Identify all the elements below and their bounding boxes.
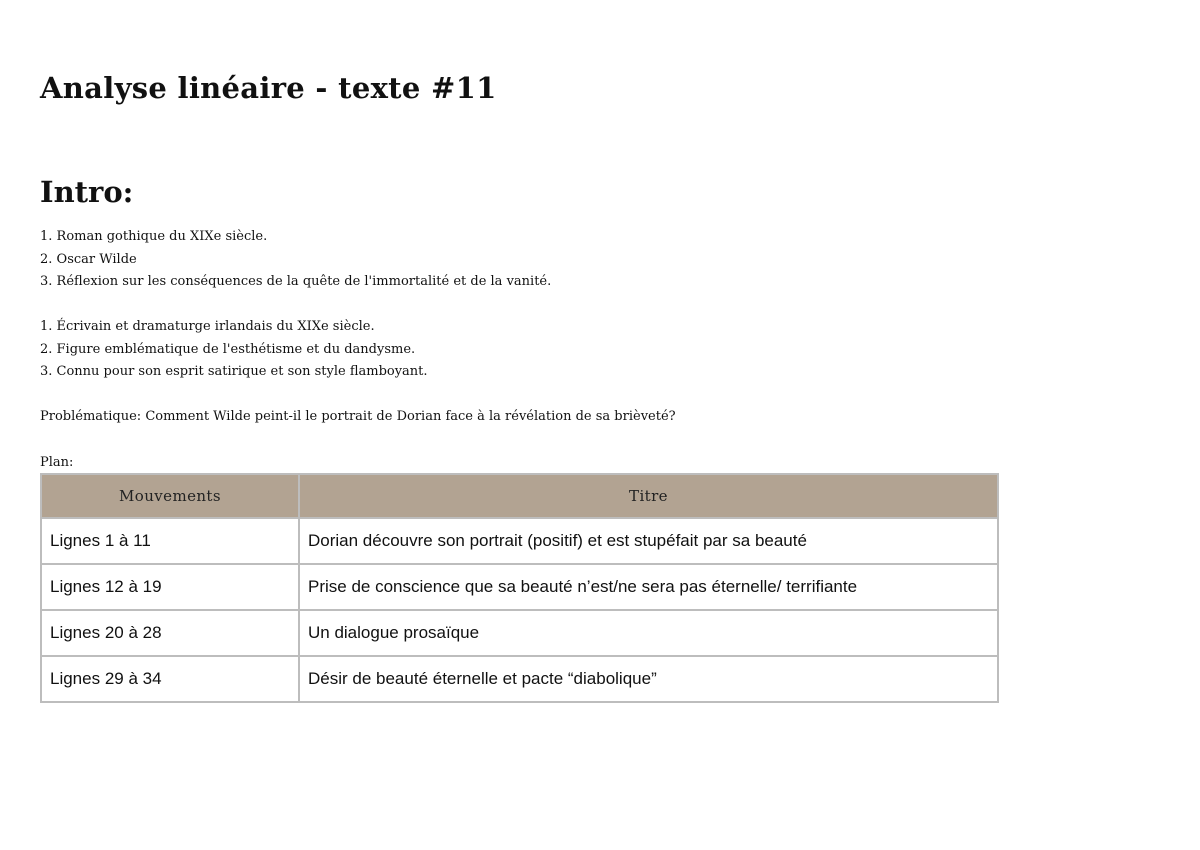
table-row	[41, 564, 998, 610]
table-row	[41, 656, 998, 702]
title-cell: Un dialogue prosaïque	[299, 610, 998, 656]
lines-cell: Lignes 12 à 19	[41, 564, 299, 610]
document-title: Analyse linéaire - texte #11	[40, 71, 497, 105]
title-cell: Désir de beauté éternelle et pacte “diabolique”	[299, 656, 998, 702]
title-cell: Prise de conscience que sa beauté n’est/ne sera pas éternelle/ terrifiante	[299, 564, 998, 610]
intro-heading: Intro:	[40, 175, 134, 209]
header-titre: Titre	[299, 474, 998, 518]
table-row	[41, 518, 998, 564]
header-mouvements: Mouvements	[41, 474, 299, 518]
title-cell: Dorian découvre son portrait (positif) et est stupéfait par sa beauté	[299, 518, 998, 564]
problematique: Problématique: Comment Wilde peint-il le portrait de Dorian face à la révélation de sa brièveté?	[40, 409, 676, 424]
table-row	[41, 610, 998, 656]
author-line: 3. Connu pour son esprit satirique et son style flamboyant.	[40, 364, 428, 379]
context-line: 1. Roman gothique du XIXe siècle.	[40, 229, 268, 244]
author-list	[40, 316, 428, 384]
author-line: 1. Écrivain et dramaturge irlandais du XIXe siècle.	[40, 319, 375, 334]
author-line: 2. Figure emblématique de l'esthétisme et du dandysme.	[40, 341, 416, 357]
table-header-row	[41, 474, 998, 518]
plan-table	[40, 473, 999, 703]
context-line: 3. Réflexion sur les conséquences de la quête de l'immortalité et de la vanité.	[40, 274, 552, 289]
context-line: 2. Oscar Wilde	[40, 251, 137, 267]
lines-cell: Lignes 20 à 28	[41, 610, 299, 656]
context-list	[40, 226, 551, 294]
plan-label: Plan:	[40, 455, 74, 470]
lines-cell: Lignes 1 à 11	[41, 518, 299, 564]
lines-cell: Lignes 29 à 34	[41, 656, 299, 702]
